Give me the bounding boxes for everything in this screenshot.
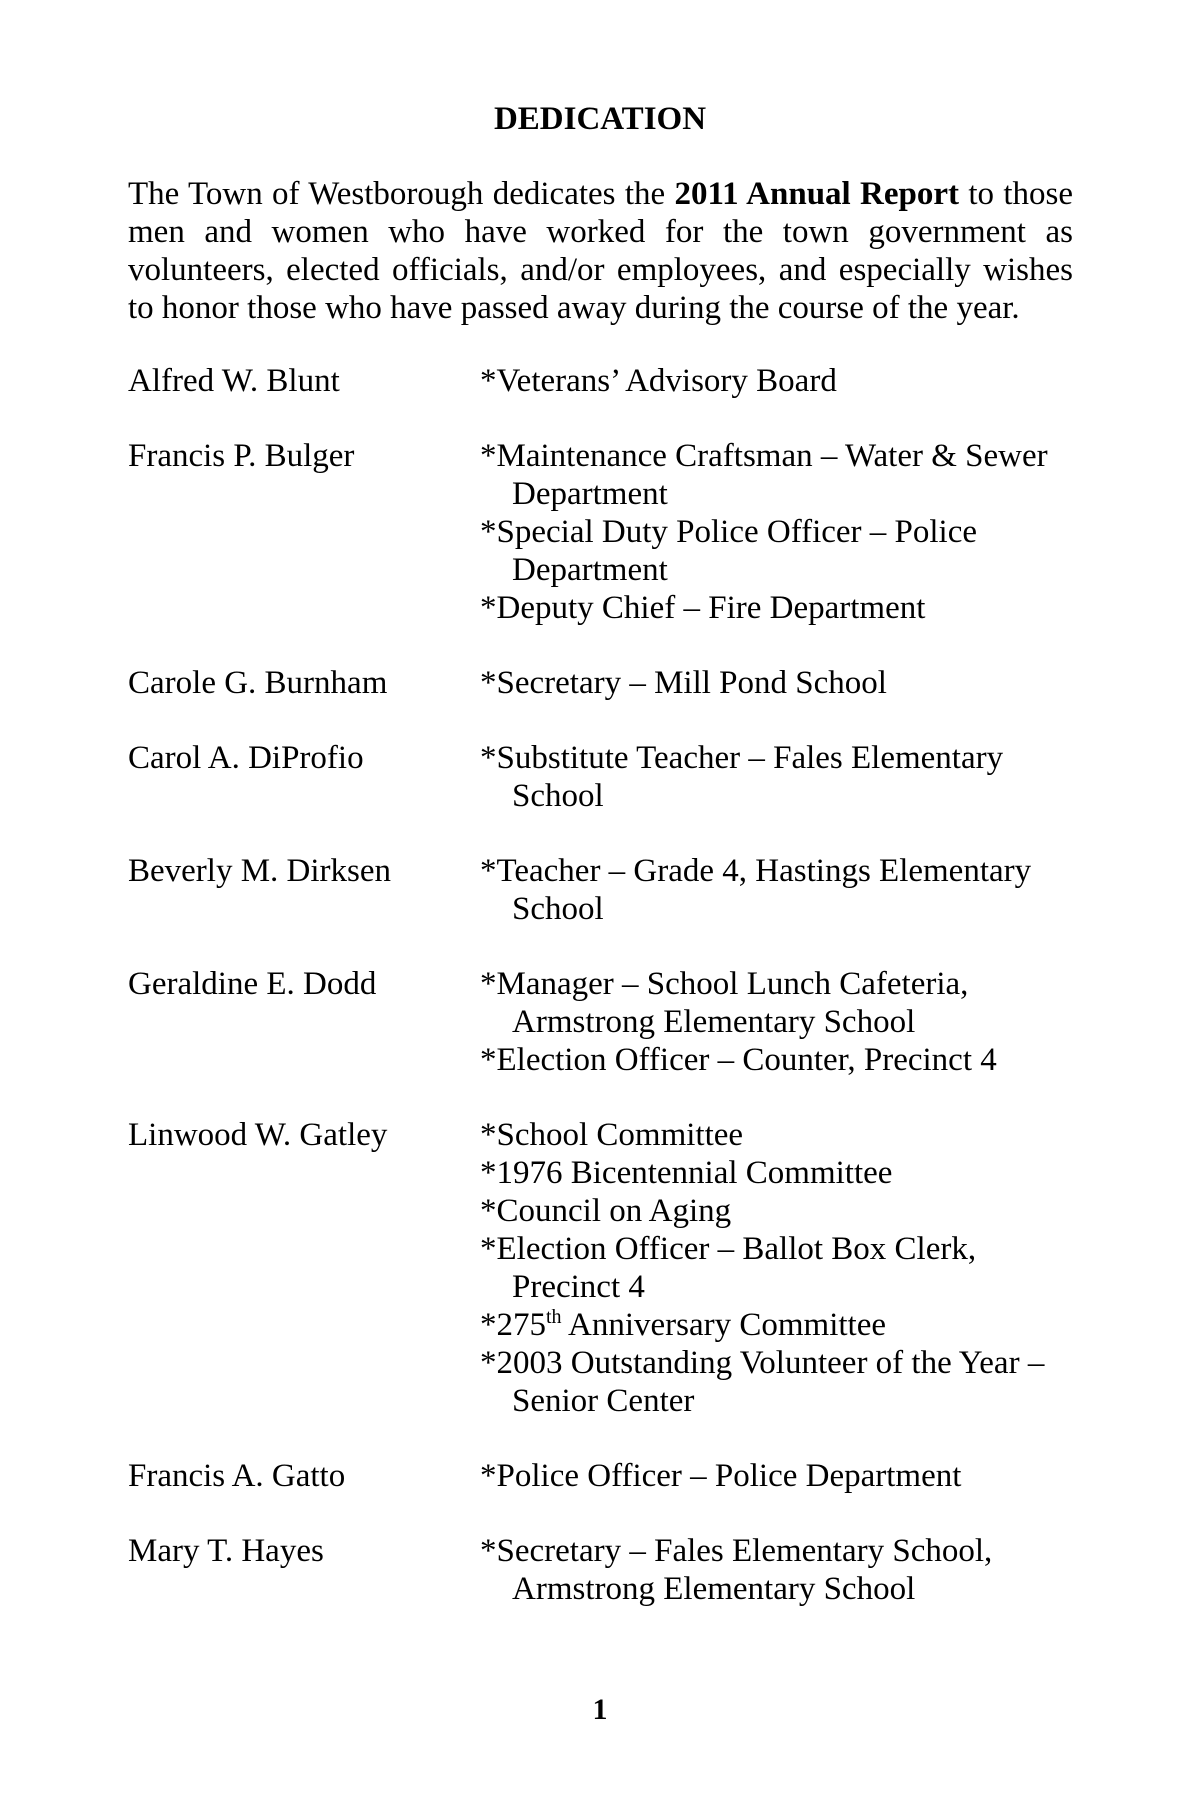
role-text: *Secretary – Mill Pond School — [480, 665, 887, 701]
dedication-paragraph — [128, 175, 1073, 327]
honoree-role — [480, 589, 1073, 627]
honoree-roles — [480, 437, 1073, 627]
honoree-role — [480, 1192, 1073, 1230]
intro-text-after: to those men and women who have worked for the town government as volunteers, elected officials, and/or employees, and especially wishes to honor those who have passed away during the course of the year. — [128, 176, 1074, 326]
honoree-role — [480, 1041, 1073, 1079]
honoree-role — [480, 739, 1073, 815]
honoree-role — [480, 1344, 1073, 1420]
honoree-name: Carol A. DiProfio — [128, 740, 364, 776]
intro-text-before: The Town of Westborough dedicates the — [128, 176, 675, 212]
honoree-entry — [128, 664, 1073, 702]
role-text: *School Committee — [480, 1117, 744, 1153]
honoree-entry — [128, 437, 1073, 627]
honoree-role — [480, 1116, 1073, 1154]
honoree-list — [128, 362, 1073, 1645]
role-text: *Teacher – Grade 4, Hastings Elementary School — [480, 853, 1032, 927]
honoree-role — [480, 362, 1073, 400]
role-text: *Substitute Teacher – Fales Elementary School — [480, 740, 1004, 814]
honoree-role — [480, 513, 1073, 589]
honoree-roles — [480, 1457, 1073, 1495]
honoree-name: Francis P. Bulger — [128, 438, 355, 474]
report-title-emphasis: 2011 Annual Report — [674, 176, 960, 212]
role-text: *Manager – School Lunch Cafeteria, Armstrong Elementary School — [480, 966, 969, 1040]
honoree-entry — [128, 965, 1073, 1079]
role-text: *Election Officer – Counter, Precinct 4 — [480, 1042, 997, 1078]
honoree-roles — [480, 1532, 1073, 1608]
honoree-roles — [480, 362, 1073, 400]
honoree-entry — [128, 1457, 1073, 1495]
honoree-role — [480, 664, 1073, 702]
role-text: *Police Officer – Police Department — [480, 1458, 962, 1494]
honoree-entry — [128, 362, 1073, 400]
honoree-name: Francis A. Gatto — [128, 1458, 346, 1494]
honoree-entry — [128, 1532, 1073, 1608]
honoree-roles — [480, 1116, 1073, 1420]
page-title: DEDICATION — [493, 101, 707, 137]
honoree-name: Beverly M. Dirksen — [128, 853, 392, 889]
honoree-name: Linwood W. Gatley — [128, 1117, 388, 1153]
honoree-name: Carole G. Burnham — [128, 665, 388, 701]
page-number: 1 — [592, 1693, 608, 1726]
role-text: *Veterans’ Advisory Board — [480, 363, 837, 399]
honoree-name: Alfred W. Blunt — [128, 363, 340, 399]
role-text: *Election Officer – Ballot Box Clerk, Precinct 4 — [480, 1231, 977, 1305]
honoree-role — [480, 852, 1073, 928]
honoree-role — [480, 1532, 1073, 1608]
honoree-role — [480, 437, 1073, 513]
role-text: *Secretary – Fales Elementary School, Armstrong Elementary School — [480, 1533, 993, 1607]
role-text-continued: Anniversary Committee — [561, 1307, 887, 1343]
honoree-entry — [128, 1116, 1073, 1420]
honoree-role — [480, 1306, 1073, 1344]
honoree-role — [480, 965, 1073, 1041]
honoree-roles — [480, 965, 1073, 1079]
honoree-role — [480, 1457, 1073, 1495]
honoree-role — [480, 1230, 1073, 1306]
honoree-name: Geraldine E. Dodd — [128, 966, 377, 1002]
honoree-roles — [480, 739, 1073, 815]
honoree-entry — [128, 852, 1073, 928]
role-text: *1976 Bicentennial Committee — [480, 1155, 893, 1191]
honoree-entry — [128, 739, 1073, 815]
role-text: *Maintenance Craftsman – Water & Sewer Department — [480, 438, 1048, 512]
honoree-roles — [480, 664, 1073, 702]
role-text: *Special Duty Police Officer – Police Department — [480, 514, 978, 588]
honoree-role — [480, 1154, 1073, 1192]
role-text: *2003 Outstanding Volunteer of the Year – Senior Center — [480, 1345, 1045, 1419]
role-text: *275 — [480, 1307, 546, 1343]
role-text: *Deputy Chief – Fire Department — [480, 590, 926, 626]
honoree-name: Mary T. Hayes — [128, 1533, 324, 1569]
ordinal-suffix: th — [546, 1306, 562, 1328]
honoree-roles — [480, 852, 1073, 928]
role-text: *Council on Aging — [480, 1193, 732, 1229]
